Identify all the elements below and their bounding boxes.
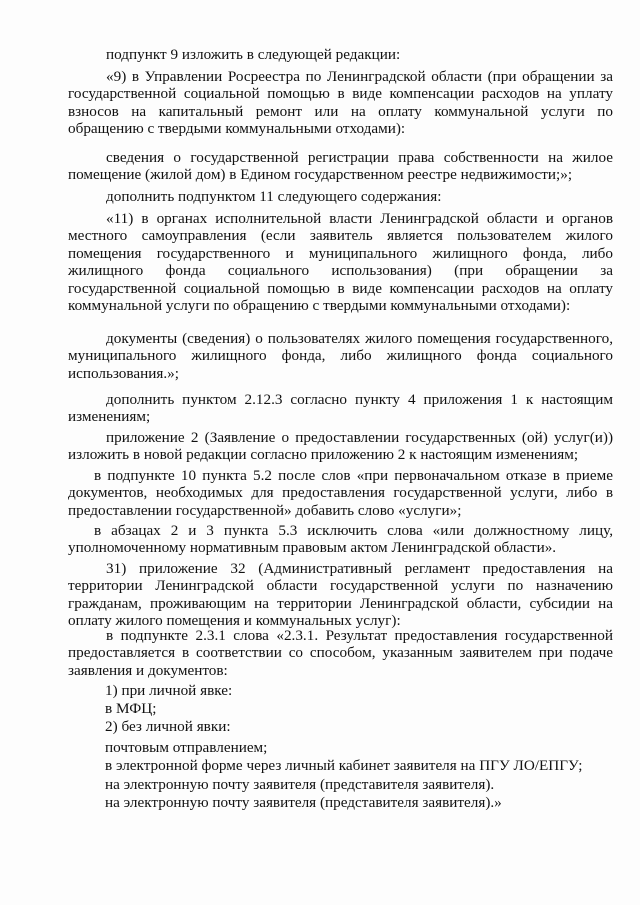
paragraph-appendix-2: приложение 2 (Заявление о предоставлении государственных (ой) услуг(и)) изложить в новой редакции согласно приложению 2 к настоящим изменениям; [68,429,613,464]
paragraph-add-subpoint-11: дополнить подпунктом 11 следующего содержания: [106,188,442,205]
paragraph-registration-info: сведения о государственной регистрации права собственности на жилое помещение (жилой дом) в Едином государственном реестре недвижимости;»; [68,149,613,184]
list-line-in-person: 1) при личной явке: [105,682,233,699]
list-line-email-1: на электронную почту заявителя (представителя заявителя). [105,776,495,793]
paragraph-subpoint-10-point-5-2: в подпункте 10 пункта 5.2 после слов «при первоначальном отказе в приеме документов, необходимых для предоставления государственной услуги, либо в предоставлении государственной» добавить слово «услуги»; [68,467,613,519]
paragraph-subpoint-9-intro: подпункт 9 изложить в следующей редакции: [106,46,401,63]
list-line-electronic-cabinet: в электронной форме через личный кабинет заявителя на ПГУ ЛО/ЕПГУ; [105,757,583,774]
paragraph-point-5-3: в абзацах 2 и 3 пункта 5.3 исключить слова «или должностному лицу, уполномоченному нормативным правовым актом Ленинградской области». [68,522,613,557]
list-line-mfc: в МФЦ; [105,700,157,717]
paragraph-appendix-32: 31) приложение 32 (Административный регламент предоставления на территории Ленинградской области государственной услуги по назначению гражданам, проживающим на территории Ленинградской области, субсидии на оплату жилого помещения и коммунальных услуг): [68,560,613,630]
paragraph-subpoint-11-text: «11) в органах исполнительной власти Ленинградской области и органов местного самоуправления (если заявитель является пользователем жилого помещения государственного и муниципального жилищного фонда, либо жилищного фонда социального использования) (при обращении за государственной социальной помощью в виде компенсации расходов на оплату коммунальной услуги по обращению с твердыми коммунальными отходами): [68,210,613,315]
paragraph-subpoint-2-3-1: в подпункте 2.3.1 слова «2.3.1. Результат предоставления государственной предоставляется в соответствии со способом, указанным заявителем при подаче заявления и документов: [68,627,613,679]
paragraph-user-documents: документы (сведения) о пользователях жилого помещения государственного, муниципального жилищного фонда, либо жилищного фонда социального использования.»; [68,330,613,382]
paragraph-add-point-2-12-3: дополнить пунктом 2.12.3 согласно пункту 4 приложения 1 к настоящим изменениям; [68,391,613,426]
list-line-postal: почтовым отправлением; [105,739,268,756]
paragraph-subpoint-9-text: «9) в Управлении Росреестра по Ленинградской области (при обращении за государственной социальной помощью в виде компенсации расходов на уплату взносов на капитальный ремонт или на оплату коммунальной услуги по обращению с твердыми коммунальными отходами): [68,68,613,138]
list-line-without-presence: 2) без личной явки: [105,718,231,735]
list-line-email-2: на электронную почту заявителя (представителя заявителя).» [105,794,502,811]
